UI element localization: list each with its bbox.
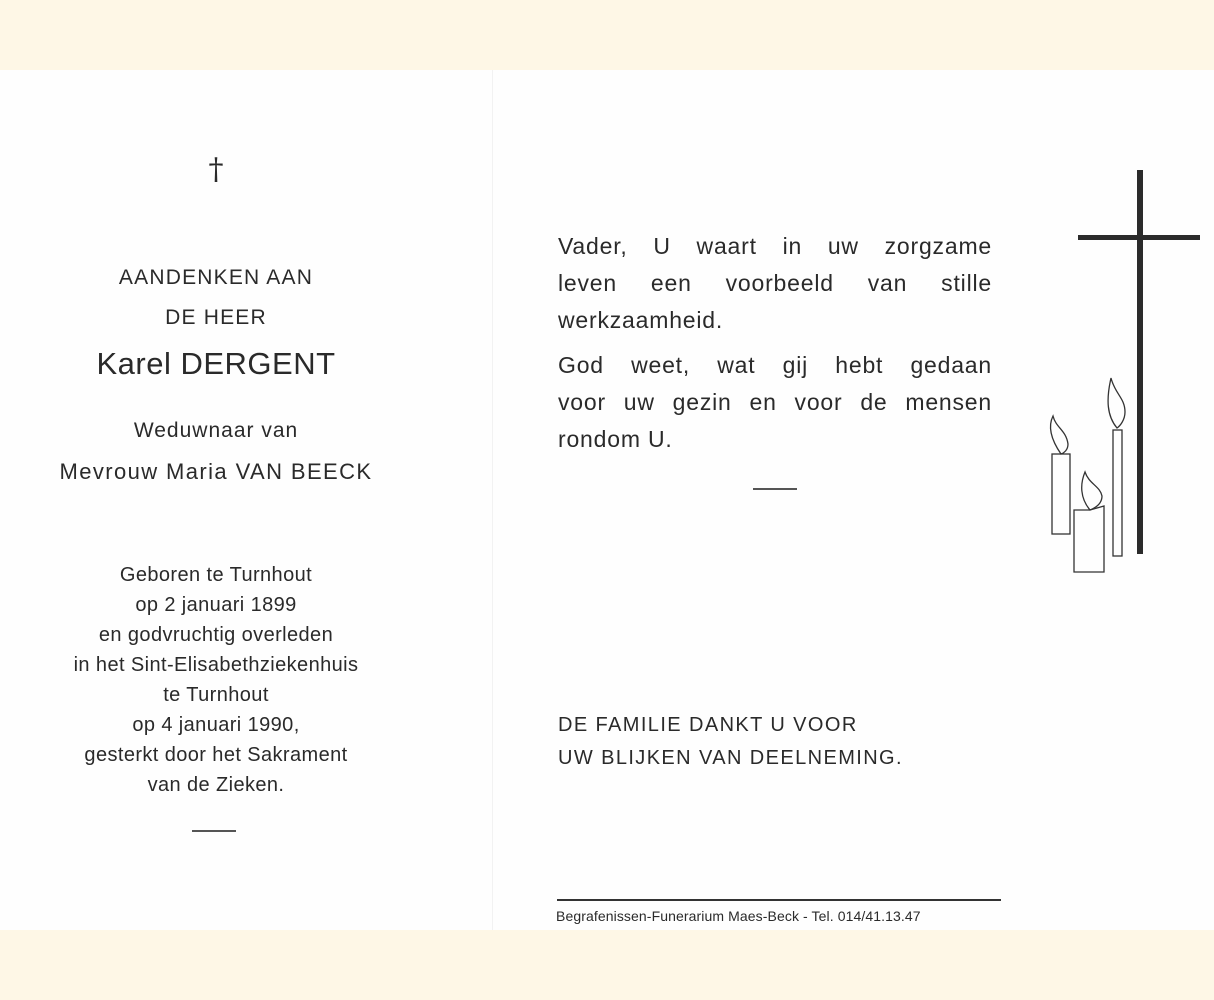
bio-line: op 2 januari 1899	[135, 594, 297, 616]
bio-line: van de Zieken.	[147, 774, 285, 796]
heading-remembrance: AANDENKEN AAN	[118, 266, 314, 289]
biography	[0, 560, 432, 800]
deceased-name: Karel DERGENT	[96, 346, 336, 381]
bio-line: gesterkt door het Sakrament	[84, 744, 348, 766]
bio-line: op 4 januari 1990,	[132, 714, 300, 736]
bio-line: in het Sint-Elisabethziekenhuis	[73, 654, 359, 676]
cross-icon	[1078, 170, 1200, 554]
card-fold-line	[492, 70, 493, 930]
thanks-line: UW BLIJKEN VAN DEELNEMING.	[558, 747, 903, 769]
cross-candles-illustration	[1040, 168, 1210, 578]
candle-icon	[1108, 378, 1125, 556]
thanks-message	[558, 709, 903, 775]
memorial-card	[0, 70, 1214, 930]
bio-line: en godvruchtig overleden	[98, 624, 334, 646]
verse-line: leven een voorbeeld van stille	[558, 270, 992, 296]
bio-line: te Turnhout	[163, 684, 269, 706]
footer-rule	[557, 899, 1001, 901]
heading-title: DE HEER	[165, 306, 267, 329]
divider-left	[192, 830, 236, 832]
verse-line: God weet, wat gij hebt gedaan	[558, 352, 992, 378]
verse-line: rondom U.	[558, 426, 673, 452]
relation-text: Weduwnaar van	[133, 419, 299, 442]
divider-right	[753, 488, 797, 490]
verse-1	[558, 228, 992, 339]
verse-line: werkzaamheid.	[558, 307, 724, 333]
candle-icon	[1074, 472, 1104, 572]
dagger-symbol: †	[208, 152, 224, 187]
bio-line: Geboren te Turnhout	[119, 564, 313, 586]
thanks-line: DE FAMILIE DANKT U VOOR	[558, 714, 858, 736]
spouse-name: Mevrouw Maria VAN BEECK	[59, 459, 373, 484]
verse-2	[558, 347, 992, 458]
candle-icon	[1050, 416, 1070, 534]
verse-line: voor uw gezin en voor de mensen	[558, 389, 992, 415]
verse-line: Vader, U waart in uw zorgzame	[558, 233, 992, 259]
funeral-home-footer: Begrafenissen-Funerarium Maes-Beck - Tel. 014/41.13.47	[556, 908, 921, 924]
